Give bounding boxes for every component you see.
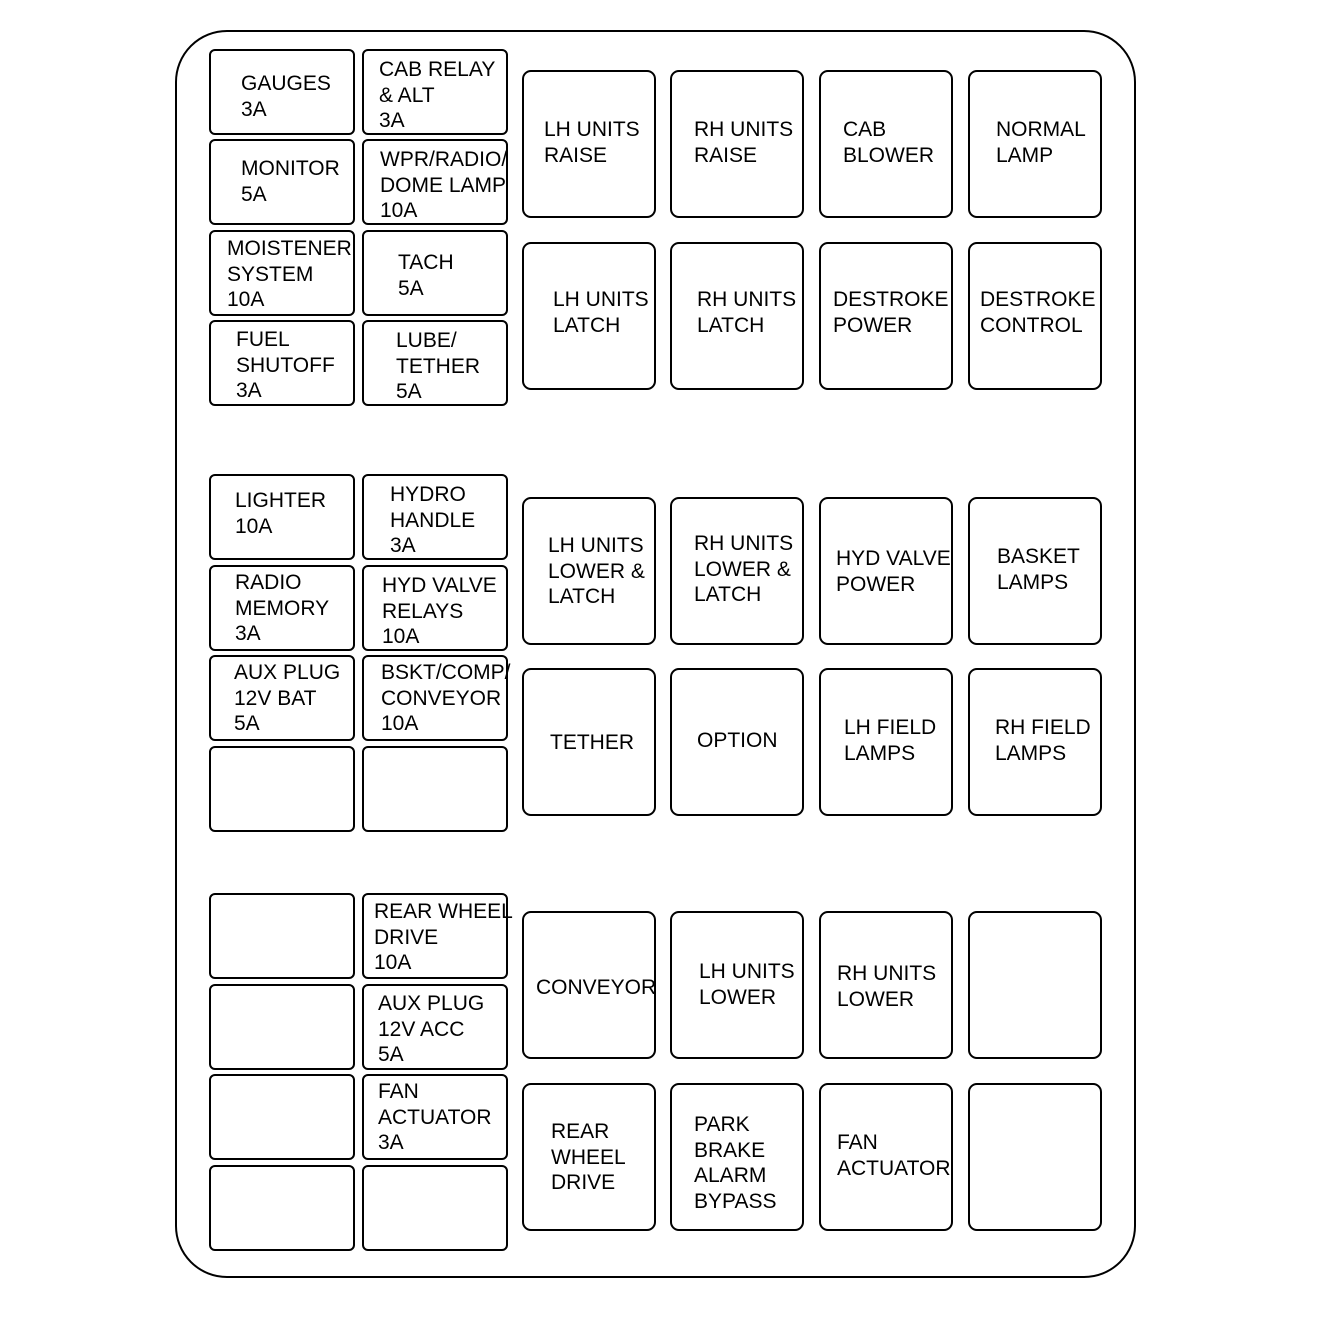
relay-rh-field-lamps: [968, 668, 1102, 816]
relay-label: TETHER: [550, 731, 634, 754]
fuse-empty-7: [362, 1165, 508, 1251]
relay-option: [670, 668, 804, 816]
fuse-wpr-radio-dome-lamp: [362, 139, 508, 225]
relay-lh-units-lower-latch: [522, 497, 656, 645]
relay-label: REAR WHEEL DRIVE: [551, 1120, 626, 1194]
relay-label: LH UNITS RAISE: [544, 118, 640, 167]
fuse-hyd-valve-relays: [362, 565, 508, 651]
fuse-label: LIGHTER 10A: [235, 489, 327, 538]
relay-rh-units-latch: [670, 242, 804, 390]
fuse-label: HYD VALVE RELAYS 10A: [382, 574, 497, 648]
relay-label: RH FIELD LAMPS: [995, 716, 1091, 765]
relay-empty-relay-1: [968, 911, 1102, 1059]
relay-normal-lamp: [968, 70, 1102, 218]
fuse-aux-plug-12v-bat: [209, 655, 355, 741]
relay-park-brake-alarm-bypass: [670, 1083, 804, 1231]
relay-lh-units-latch: [522, 242, 656, 390]
relay-label: OPTION: [697, 729, 778, 752]
fuse-label: WPR/RADIO/ DOME LAMP 10A: [380, 148, 508, 222]
relay-fan-actuator: [819, 1083, 953, 1231]
fuse-label: FAN ACTUATOR 3A: [378, 1080, 492, 1154]
fuse-label: LUBE/ TETHER 5A: [396, 329, 480, 403]
relay-label: LH UNITS LOWER: [699, 960, 795, 1009]
relay-empty-relay-2: [968, 1083, 1102, 1231]
relay-label: DESTROKE CONTROL: [980, 288, 1096, 337]
fuse-fan-actuator-fuse: [362, 1074, 508, 1160]
fuse-empty-5: [209, 1074, 355, 1160]
relay-label: PARK BRAKE ALARM BYPASS: [694, 1113, 777, 1213]
fuse-label: BSKT/COMP/ CONVEYOR 10A: [381, 661, 511, 735]
relay-label: RH UNITS LOWER: [837, 962, 937, 1011]
fuse-cab-relay-alt: [362, 49, 508, 135]
relay-label: HYD VALVE POWER: [836, 547, 951, 596]
fuse-label: MONITOR 5A: [241, 157, 340, 206]
relay-lh-field-lamps: [819, 668, 953, 816]
fuse-label: AUX PLUG 12V BAT 5A: [234, 661, 341, 735]
relay-basket-lamps: [968, 497, 1102, 645]
fuse-fuel-shutoff: [209, 320, 355, 406]
fuse-label: RADIO MEMORY 3A: [235, 571, 330, 645]
fuse-empty-6: [209, 1165, 355, 1251]
relay-label: LH UNITS LATCH: [553, 288, 649, 337]
fuse-lighter: [209, 474, 355, 560]
relay-label: LH FIELD LAMPS: [844, 716, 937, 765]
fuse-rear-wheel-drive-fuse: [362, 893, 513, 979]
relay-destroke-control: [968, 242, 1102, 390]
relay-hyd-valve-power: [819, 497, 953, 645]
fuse-label: CAB RELAY & ALT 3A: [379, 58, 496, 132]
relay-cab-blower: [819, 70, 953, 218]
fuse-empty-4: [209, 984, 355, 1070]
relay-label: CONVEYOR: [536, 976, 657, 999]
fuse-lube-tether: [362, 320, 508, 406]
fuse-label: GAUGES 3A: [241, 72, 331, 121]
fuse-label: MOISTENER SYSTEM 10A: [227, 237, 352, 311]
relay-lh-units-raise: [522, 70, 656, 218]
relay-label: FAN ACTUATOR: [837, 1131, 951, 1180]
relay-rh-units-lower-latch: [670, 497, 804, 645]
fuse-gauges: [209, 49, 355, 135]
fuse-label: TACH 5A: [398, 251, 454, 300]
fuse-tach: [362, 230, 508, 316]
relay-destroke-power: [819, 242, 953, 390]
fuse-label: HYDRO HANDLE 3A: [390, 483, 476, 557]
relay-label: NORMAL LAMP: [996, 118, 1086, 167]
relay-rh-units-raise: [670, 70, 804, 218]
relay-label: LH UNITS LOWER & LATCH: [548, 534, 645, 608]
relay-label: DESTROKE POWER: [833, 288, 949, 337]
relay-conveyor: [522, 911, 656, 1059]
fuse-empty-3: [209, 893, 355, 979]
relay-rear-wheel-drive: [522, 1083, 656, 1231]
fuse-label: FUEL SHUTOFF 3A: [236, 328, 335, 402]
relay-label: CAB BLOWER: [843, 118, 935, 167]
fuse-hydro-handle: [362, 474, 508, 560]
relay-tether: [522, 668, 656, 816]
fuse-label: REAR WHEEL DRIVE 10A: [374, 900, 513, 974]
relay-rh-units-lower: [819, 911, 953, 1059]
fuse-bskt-comp-conveyor: [362, 655, 511, 741]
fuse-empty-2: [362, 746, 508, 832]
fuse-empty-1: [209, 746, 355, 832]
relay-label: RH UNITS RAISE: [694, 118, 794, 167]
relay-label: RH UNITS LOWER & LATCH: [694, 532, 794, 606]
fuse-label: AUX PLUG 12V ACC 5A: [378, 992, 485, 1066]
fuse-moistener-system: [209, 230, 355, 316]
relay-label: RH UNITS LATCH: [697, 288, 797, 337]
relay-lh-units-lower: [670, 911, 804, 1059]
fuse-aux-plug-12v-acc: [362, 984, 508, 1070]
fuse-monitor: [209, 139, 355, 225]
relay-label: BASKET LAMPS: [997, 545, 1080, 594]
fuse-radio-memory: [209, 565, 355, 651]
